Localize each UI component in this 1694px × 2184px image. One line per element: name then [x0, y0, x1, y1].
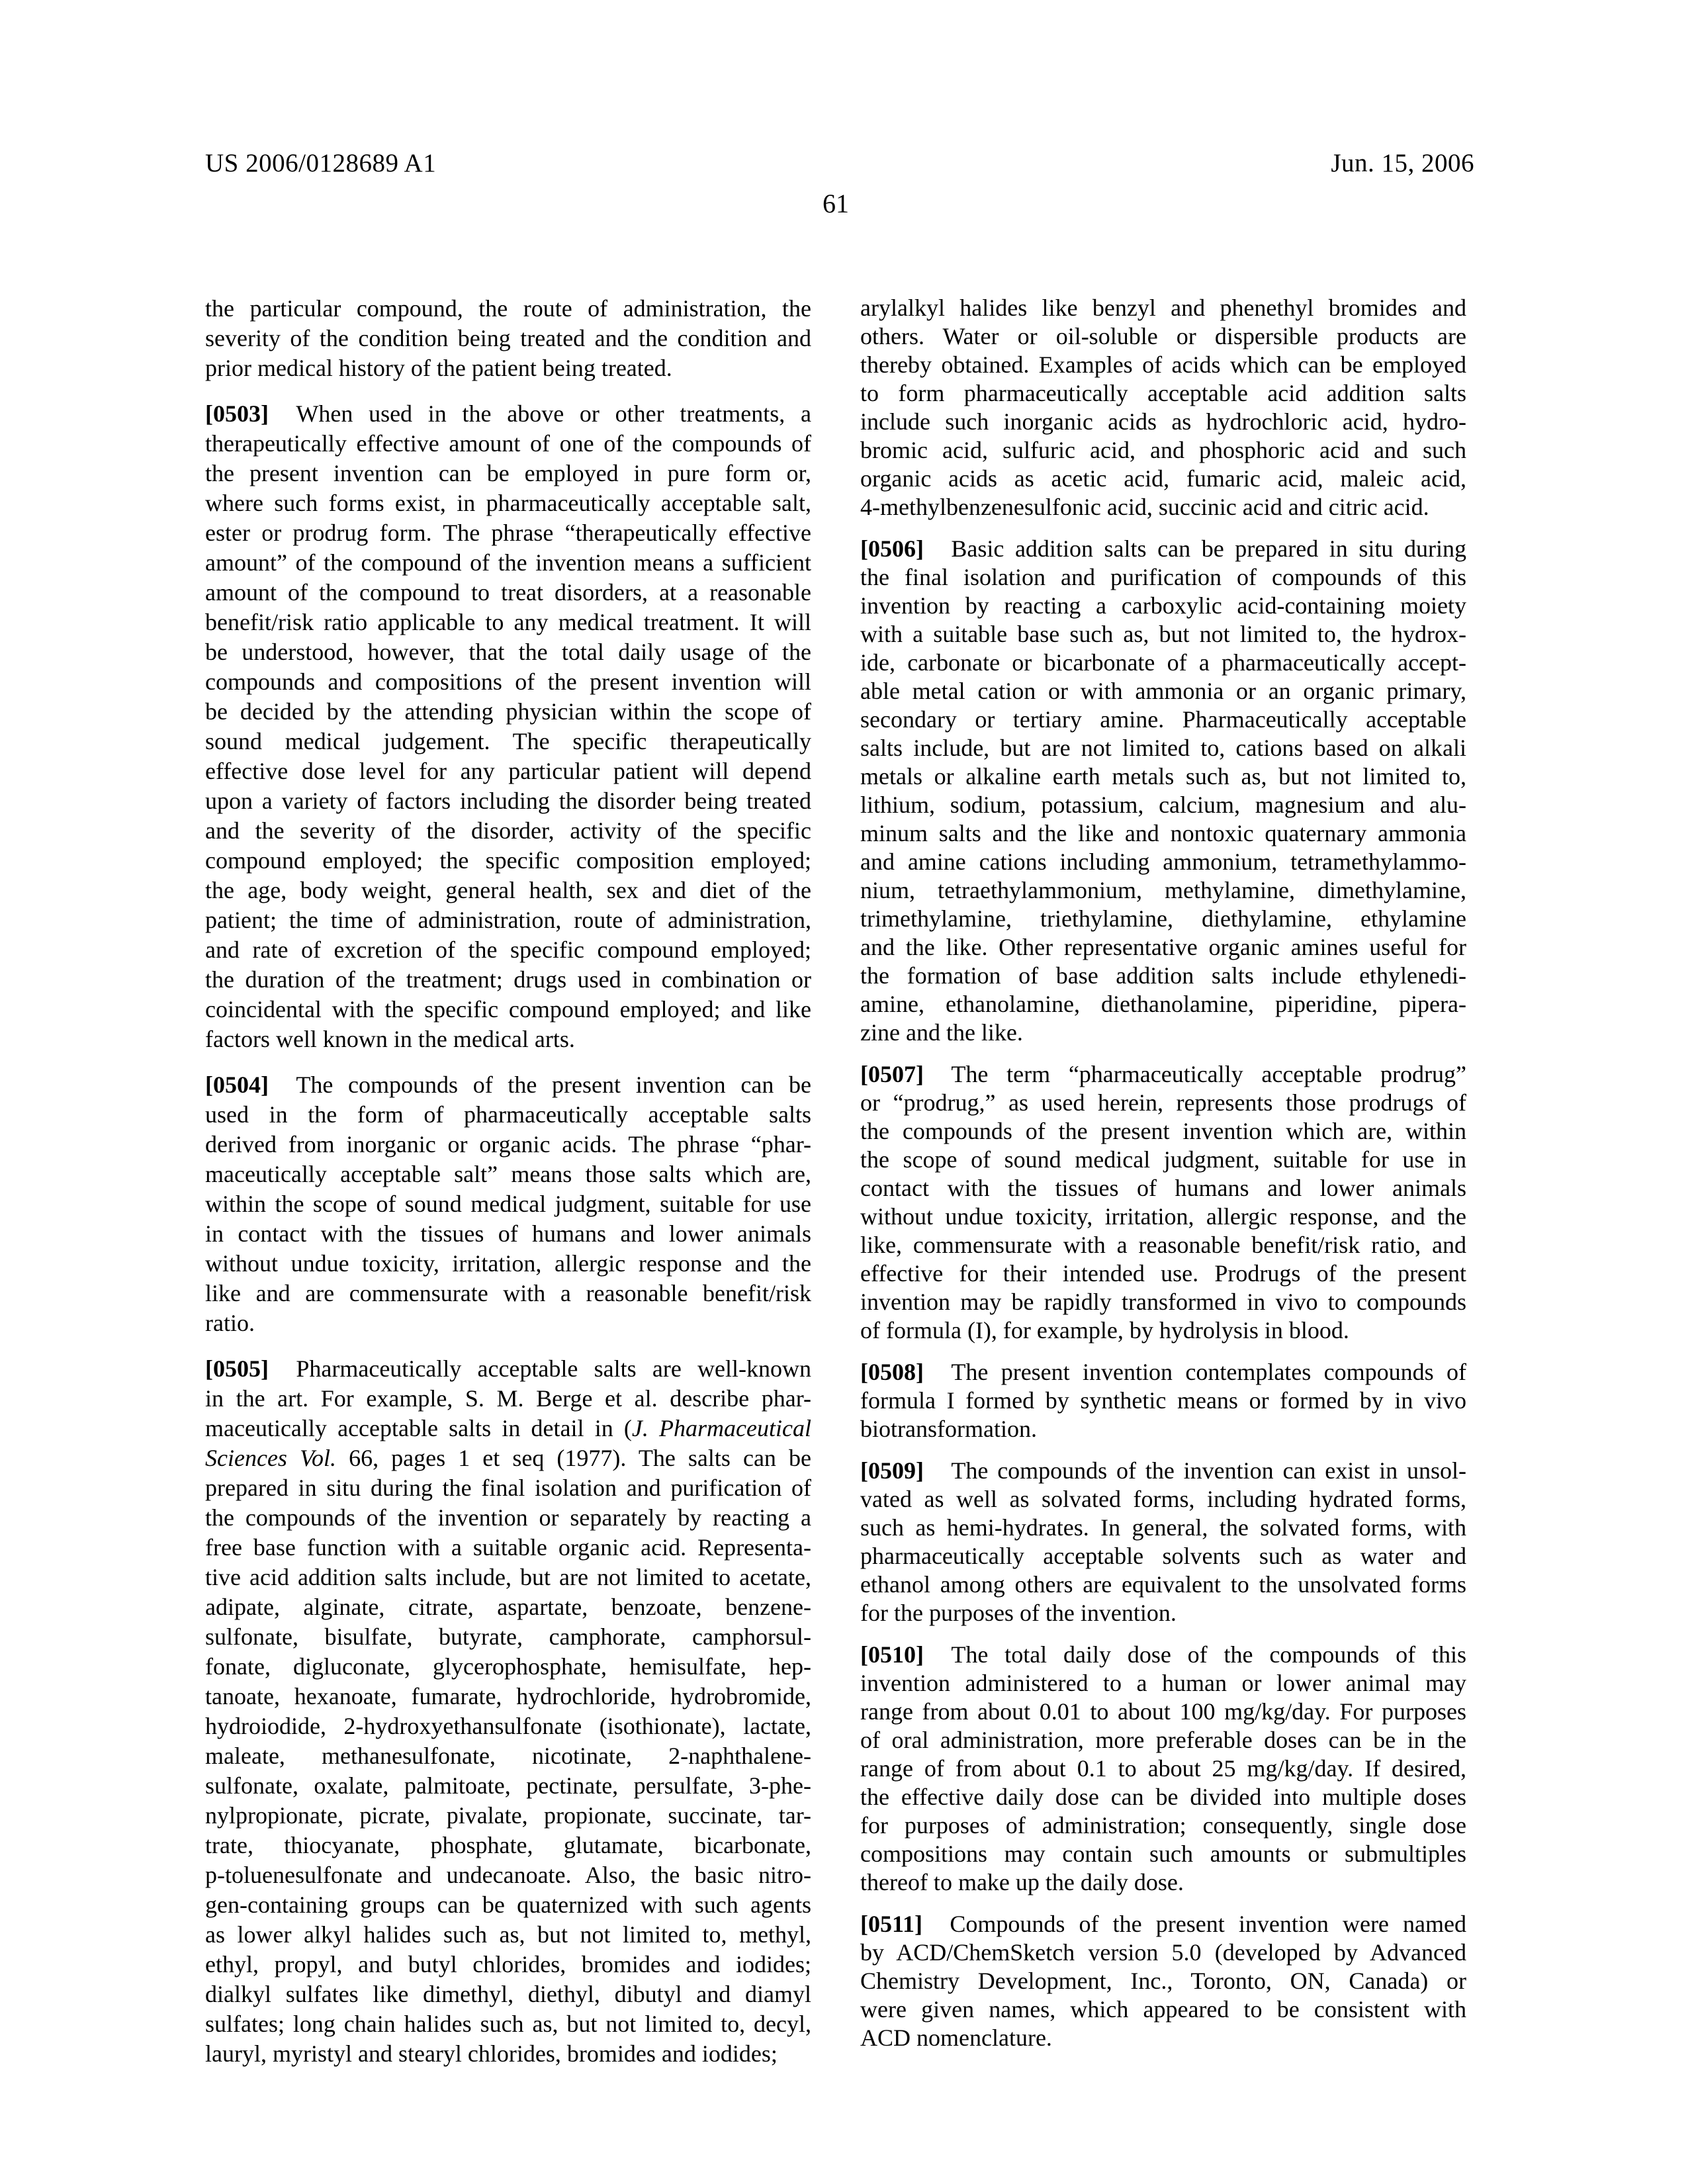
- text-line: be understood, however, that the total daily usage of the: [205, 639, 811, 665]
- text-line: pharmaceutically acceptable solvents such as water and: [860, 1543, 1466, 1569]
- text-line: the effective daily dose can be divided into multiple doses: [860, 1784, 1466, 1810]
- text-line: sound medical judgement. The specific therapeutically: [205, 728, 811, 754]
- text-line: coincidental with the specific compound employed; and like: [205, 996, 811, 1023]
- text-line: were given names, which appeared to be consistent with: [860, 1996, 1466, 2023]
- publication-number: US 2006/0128689 A1: [205, 149, 437, 177]
- text-line: others. Water or oil-soluble or dispersible products are: [860, 323, 1466, 349]
- text-line: to form pharmaceutically acceptable acid addition salts: [860, 380, 1466, 406]
- text-line: severity of the condition being treated and the condition and: [205, 325, 811, 351]
- text-line: in contact with the tissues of humans and lower animals: [205, 1220, 811, 1247]
- text-line: Chemistry Development, Inc., Toronto, ON, Canada) or: [860, 1968, 1466, 1994]
- text-line: nium, tetraethylammonium, methylamine, dimethylamine,: [860, 877, 1466, 903]
- text-line: without undue toxicity, irritation, allergic response, and the: [860, 1203, 1466, 1230]
- text-line: by ACD/ChemSketch version 5.0 (developed by Advanced: [860, 1939, 1466, 1966]
- text-line: [0505] Pharmaceutically acceptable salts are well-known: [205, 1355, 811, 1382]
- text-line: p-toluenesulfonate and undecanoate. Also, the basic nitro-: [205, 1862, 811, 1888]
- text-line: ACD nomenclature.: [860, 2025, 1052, 2051]
- text-line: and the like. Other representative organic amines useful for: [860, 934, 1466, 960]
- text-line: [0507] The term “pharmaceutically acceptable prodrug”: [860, 1061, 1466, 1087]
- text-line: contact with the tissues of humans and lower animals: [860, 1175, 1466, 1201]
- text-line: maleate, methanesulfonate, nicotinate, 2-naphthalene-: [205, 1743, 811, 1769]
- text-line: with a suitable base such as, but not limited to, the hydrox-: [860, 621, 1466, 647]
- paragraph-number: [0505]: [205, 1355, 269, 1382]
- text-line: invention administered to a human or lower animal may: [860, 1670, 1466, 1696]
- text-line: vated as well as solvated forms, including hydrated forms,: [860, 1486, 1466, 1512]
- text-line: ethyl, propyl, and butyl chlorides, bromides and iodides;: [205, 1951, 811, 1978]
- text-line: minum salts and the like and nontoxic quaternary ammonia: [860, 820, 1466, 846]
- text-line: such as hemi-hydrates. In general, the solvated forms, with: [860, 1514, 1466, 1541]
- text-line: lithium, sodium, potassium, calcium, magnesium and alu-: [860, 792, 1466, 818]
- page-number: 61: [823, 189, 849, 218]
- text-column-right: [860, 294, 1466, 2066]
- text-line: and rate of excretion of the specific compound employed;: [205, 936, 811, 963]
- paragraph-0507: [860, 1060, 1466, 1345]
- text-line: or “prodrug,” as used herein, represents those prodrugs of: [860, 1089, 1466, 1116]
- text-line: gen-containing groups can be quaternized with such agents: [205, 1891, 811, 1918]
- text-line: where such forms exist, in pharmaceutically acceptable salt,: [205, 490, 811, 516]
- paragraph-0511: [860, 1910, 1466, 2052]
- text-line: in the art. For example, S. M. Berge et al. describe phar-: [205, 1385, 811, 1412]
- text-line: metals or alkaline earth metals such as, but not limited to,: [860, 763, 1466, 790]
- text-line: sulfates; long chain halides such as, but not limited to, decyl,: [205, 2011, 811, 2037]
- text-line: compositions may contain such amounts or submultiples: [860, 1841, 1466, 1867]
- text-line: trimethylamine, triethylamine, diethylamine, ethylamine: [860, 905, 1466, 932]
- text-line: amine, ethanolamine, diethanolamine, piperidine, pipera-: [860, 991, 1466, 1017]
- text-line: effective dose level for any particular patient will depend: [205, 758, 811, 784]
- text-line: [0510] The total daily dose of the compounds of this: [860, 1641, 1466, 1668]
- paragraph-number: [0510]: [860, 1641, 924, 1668]
- text-line: the scope of sound medical judgment, suitable for use in: [860, 1146, 1466, 1173]
- text-line: thereby obtained. Examples of acids which can be employed: [860, 351, 1466, 378]
- text-line: patient; the time of administration, route of administration,: [205, 907, 811, 933]
- text-line: trate, thiocyanate, phosphate, glutamate, bicarbonate,: [205, 1832, 811, 1858]
- text-line: benefit/risk ratio applicable to any medical treatment. It will: [205, 609, 811, 635]
- text-line: bromic acid, sulfuric acid, and phosphoric acid and such: [860, 437, 1466, 463]
- paragraph-0510: [860, 1641, 1466, 1897]
- paragraph-0509: [860, 1457, 1466, 1627]
- text-line: derived from inorganic or organic acids. The phrase “phar-: [205, 1131, 811, 1158]
- text-line: dialkyl sulfates like dimethyl, diethyl, dibutyl and diamyl: [205, 1981, 811, 2007]
- text-line: the present invention can be employed in pure form or,: [205, 460, 811, 486]
- text-line: arylalkyl halides like benzyl and phenethyl bromides and: [860, 295, 1466, 321]
- text-line: hydroiodide, 2-hydroxyethansulfonate (isothionate), lactate,: [205, 1713, 811, 1739]
- text-line: [0511] Compounds of the present invention were named: [860, 1911, 1466, 1937]
- paragraph-0506: [860, 535, 1466, 1047]
- paragraph-0505: [205, 1354, 811, 2069]
- text-line: factors well known in the medical arts.: [205, 1026, 575, 1052]
- text-line: without undue toxicity, irritation, allergic response and the: [205, 1250, 811, 1277]
- text-line: the compounds of the present invention which are, within: [860, 1118, 1466, 1144]
- text-line: ethanol among others are equivalent to the unsolvated forms: [860, 1571, 1466, 1598]
- text-line: maceutically acceptable salt” means those salts which are,: [205, 1161, 811, 1187]
- text-line: prepared in situ during the final isolation and purification of: [205, 1475, 811, 1501]
- publication-date: Jun. 15, 2006: [1331, 149, 1474, 177]
- text-line: the final isolation and purification of compounds of this: [860, 564, 1466, 590]
- text-line: amount” of the compound of the invention means a sufficient: [205, 549, 811, 576]
- text-line: Sciences Vol. 66, pages 1 et seq (1977). The salts can be: [205, 1445, 811, 1471]
- text-line: invention by reacting a carboxylic acid-containing moiety: [860, 592, 1466, 619]
- text-line: as lower alkyl halides such as, but not limited to, methyl,: [205, 1921, 811, 1948]
- text-line: zine and the like.: [860, 1019, 1023, 1046]
- text-line: ester or prodrug form. The phrase “therapeutically effective: [205, 520, 811, 546]
- text-line: include such inorganic acids as hydrochloric acid, hydro-: [860, 408, 1466, 435]
- text-line: upon a variety of factors including the disorder being treated: [205, 788, 811, 814]
- paragraph-0504: [205, 1070, 811, 1338]
- text-line: of formula (I), for example, by hydrolysis in blood.: [860, 1317, 1349, 1343]
- text-line: sulfonate, bisulfate, butyrate, camphorate, camphorsul-: [205, 1623, 811, 1650]
- text-line: ratio.: [205, 1310, 255, 1336]
- text-line: nylpropionate, picrate, pivalate, propionate, succinate, tar-: [205, 1802, 811, 1829]
- text-line: within the scope of sound medical judgment, suitable for use: [205, 1191, 811, 1217]
- paragraph-0508: [860, 1358, 1466, 1443]
- text-line: free base function with a suitable organic acid. Representa-: [205, 1534, 811, 1561]
- paragraph-number: [0503]: [205, 400, 269, 427]
- text-line: maceutically acceptable salts in detail in (J. Pharmaceutical: [205, 1415, 812, 1441]
- text-line: [0504] The compounds of the present invention can be: [205, 1071, 811, 1098]
- text-line: ide, carbonate or bicarbonate of a pharmaceutically accept-: [860, 649, 1466, 676]
- text-line: for the purposes of the invention.: [860, 1600, 1177, 1626]
- paragraph-continued: [205, 294, 811, 383]
- text-line: compounds and compositions of the present invention will: [205, 668, 811, 695]
- text-line: used in the form of pharmaceutically acceptable salts: [205, 1101, 811, 1128]
- paragraph-number: [0506]: [860, 535, 924, 562]
- text-line: organic acids as acetic acid, fumaric acid, maleic acid,: [860, 465, 1466, 492]
- text-line: be decided by the attending physician within the scope of: [205, 698, 811, 725]
- paragraph-0503: [205, 399, 811, 1054]
- text-line: able metal cation or with ammonia or an organic primary,: [860, 678, 1466, 704]
- text-line: formula I formed by synthetic means or formed by in vivo: [860, 1387, 1466, 1414]
- paragraph-number: [0508]: [860, 1359, 924, 1385]
- text-line: [0506] Basic addition salts can be prepared in situ during: [860, 535, 1466, 562]
- text-line: the particular compound, the route of administration, the: [205, 295, 811, 322]
- text-line: 4-methylbenzenesulfonic acid, succinic acid and citric acid.: [860, 494, 1429, 520]
- text-line: thereof to make up the daily dose.: [860, 1869, 1184, 1895]
- text-line: compound employed; the specific composition employed;: [205, 847, 811, 874]
- text-line: salts include, but are not limited to, cations based on alkali: [860, 735, 1466, 761]
- text-line: for purposes of administration; consequently, single dose: [860, 1812, 1466, 1839]
- text-line: and the severity of the disorder, activity of the specific: [205, 817, 811, 844]
- paragraph-number: [0511]: [860, 1911, 922, 1937]
- text-line: lauryl, myristyl and stearyl chlorides, bromides and iodides;: [205, 2040, 778, 2067]
- paragraph-continued: [860, 294, 1466, 522]
- paragraph-number: [0504]: [205, 1071, 269, 1098]
- text-line: effective for their intended use. Prodrugs of the present: [860, 1260, 1466, 1287]
- paragraph-number: [0509]: [860, 1457, 924, 1484]
- text-line: prior medical history of the patient being treated.: [205, 355, 672, 381]
- text-line: range of from about 0.1 to about 25 mg/kg/day. If desired,: [860, 1755, 1466, 1782]
- text-line: amount of the compound to treat disorders, at a reasonable: [205, 579, 811, 606]
- text-line: the formation of base addition salts include ethylenedi-: [860, 962, 1466, 989]
- text-line: sulfonate, oxalate, palmitoate, pectinate, persulfate, 3-phe-: [205, 1772, 811, 1799]
- text-line: secondary or tertiary amine. Pharmaceutically acceptable: [860, 706, 1466, 733]
- text-column-left: [205, 294, 811, 2085]
- text-line: the age, body weight, general health, sex and diet of the: [205, 877, 811, 903]
- text-line: like and are commensurate with a reasonable benefit/risk: [205, 1280, 811, 1306]
- text-line: and amine cations including ammonium, tetramethylammo-: [860, 848, 1466, 875]
- text-line: fonate, digluconate, glycerophosphate, hemisulfate, hep-: [205, 1653, 811, 1680]
- text-line: therapeutically effective amount of one of the compounds of: [205, 430, 811, 457]
- text-line: [0503] When used in the above or other treatments, a: [205, 400, 811, 427]
- text-line: invention may be rapidly transformed in vivo to compounds: [860, 1289, 1466, 1315]
- text-line: biotransformation.: [860, 1416, 1037, 1442]
- text-line: tanoate, hexanoate, fumarate, hydrochloride, hydrobromide,: [205, 1683, 811, 1709]
- text-line: [0508] The present invention contemplates compounds of: [860, 1359, 1466, 1385]
- paragraph-number: [0507]: [860, 1061, 924, 1087]
- text-line: range from about 0.01 to about 100 mg/kg/day. For purposes: [860, 1698, 1466, 1725]
- text-line: the compounds of the invention or separately by reacting a: [205, 1504, 811, 1531]
- text-line: the duration of the treatment; drugs used in combination or: [205, 966, 811, 993]
- text-line: adipate, alginate, citrate, aspartate, benzoate, benzene-: [205, 1594, 811, 1620]
- text-line: tive acid addition salts include, but are not limited to acetate,: [205, 1564, 811, 1590]
- text-line: like, commensurate with a reasonable benefit/risk ratio, and: [860, 1232, 1466, 1258]
- text-line: of oral administration, more preferable doses can be in the: [860, 1727, 1466, 1753]
- text-line: [0509] The compounds of the invention can exist in unsol-: [860, 1457, 1466, 1484]
